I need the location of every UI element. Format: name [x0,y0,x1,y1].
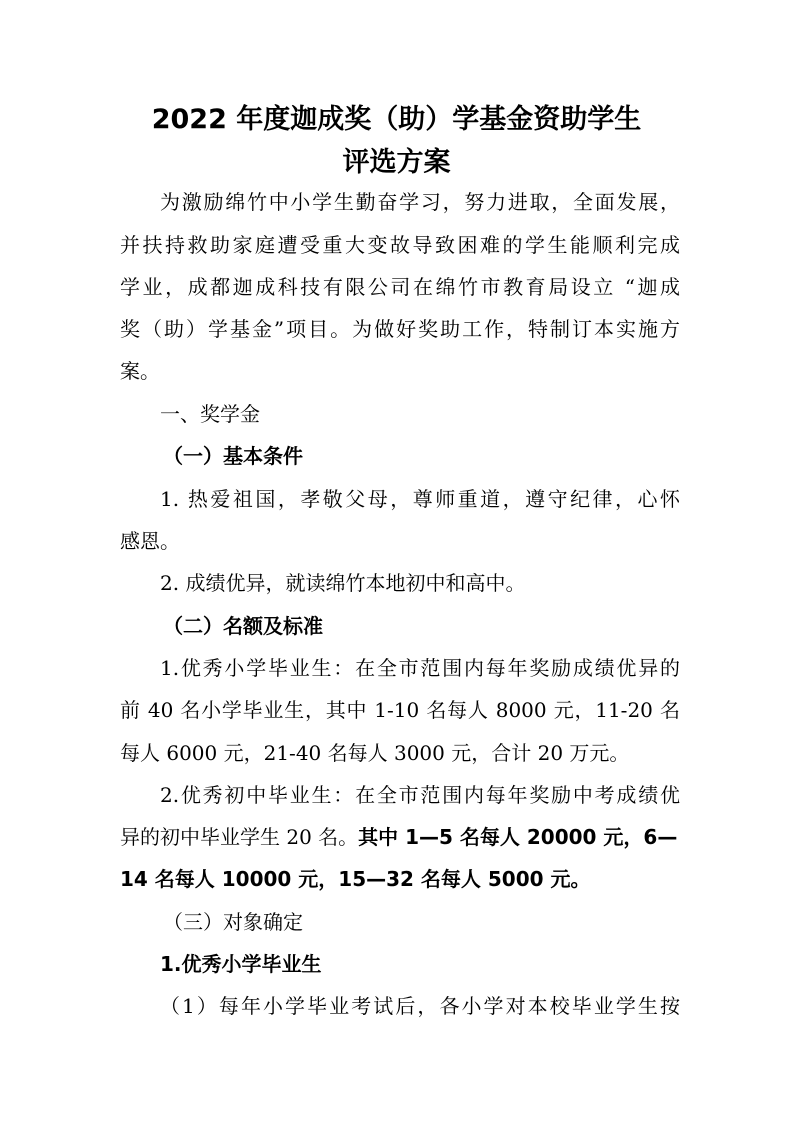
subheading-quota-standard: （二）名额及标准 [163,614,323,638]
quota-item-1: 1.优秀小学毕业生：在全市范围内每年奖励成绩优异的 [160,656,680,680]
basic-condition-item-1-cont: 感恩。 [120,529,180,553]
subheading-target-determination: （三）对象确定 [163,910,303,934]
intro-paragraph-line: 案。 [120,359,160,383]
section-heading-scholarship: 一、奖学金 [160,402,260,426]
document-title-line-2: 评选方案 [342,147,451,178]
quota-item-2-cont [120,822,680,852]
intro-paragraph-line: 并扶持救助家庭遭受重大变故导致困难的学生能顺利完成 [120,233,680,257]
target-subheading-primary-graduates: 1.优秀小学毕业生 [160,952,322,976]
quota-item-1-cont: 前 40 名小学毕业生，其中 1-10 名每人 8000 元，11-20 名 [120,698,680,722]
subheading-basic-conditions: （一）基本条件 [163,444,303,468]
quota-item-2-bold-text: 其中 1—5 名每人 20000 元，6— [358,825,678,849]
target-paragraph-line: （1）每年小学毕业考试后，各小学对本校毕业学生按 [160,994,680,1018]
intro-paragraph-line: 学业，成都迦成科技有限公司在绵竹市教育局设立 “迦成 [120,275,680,299]
quota-item-1-cont: 每人 6000 元，21-40 名每人 3000 元，合计 20 万元。 [120,741,630,765]
document-title-line-1: 2022 年度迦成奖（助）学基金资助学生 [151,104,642,135]
quota-item-2: 2.优秀初中毕业生：在全市范围内每年奖励中考成绩优 [160,783,680,807]
intro-paragraph-line: 为激励绵竹中小学生勤奋学习，努力进取，全面发展， [160,190,680,214]
quota-item-2-normal-text: 异的初中毕业学生 20 名。 [120,825,359,849]
basic-condition-item-1: 1. 热爱祖国，孝敬父母，尊师重道，遵守纪律，心怀 [160,487,680,511]
intro-paragraph-line: 奖（助）学基金”项目。为做好奖助工作，特制订本实施方 [120,317,680,341]
basic-condition-item-2: 2. 成绩优异，就读绵竹本地初中和高中。 [160,571,526,595]
quota-item-2-bold-cont: 14 名每人 10000 元，15—32 名每人 5000 元。 [120,867,591,891]
